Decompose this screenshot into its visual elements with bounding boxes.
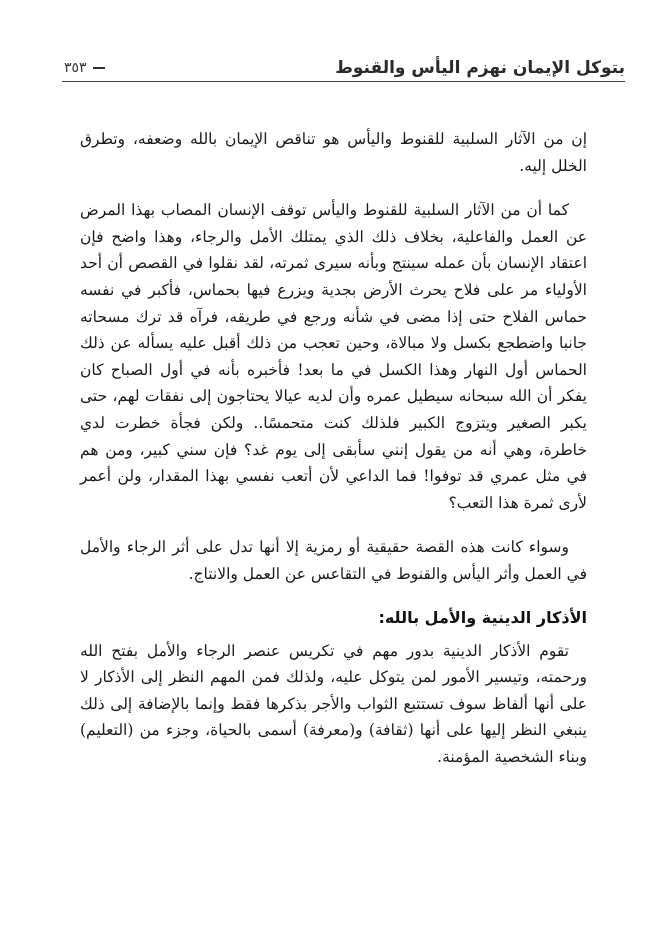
header-rule [62, 81, 625, 82]
running-header [62, 56, 625, 86]
section-heading: الأذكار الدينية والأمل بالله: [378, 607, 587, 627]
page-number-block [62, 58, 105, 78]
header-title: بتوكل الإيمان نهزم اليأس والقنوط [335, 58, 625, 78]
dash-ornament [93, 67, 105, 69]
paragraph-2: كما أن من الآثار السلبية للقنوط واليأس توقف الإنسان المصاب بهذا المرض عن العمل والفاعلية، بخلاف ذلك الذي يمتلك الأمل والرجاء، وهذا واضح فإن اعتقاد الإنسان بأن عمله سينتج وبأنه سيرى ثمرته، لقد نقلوا في القصص أن أحد الأولياء مر على فلاح يحرث الأرض بجدية ويزرع فيها بحماس، فأكبر في نفسه حماس الفلاح حتى إذا مضى في شأنه ورجع في طريقه، فرآه قد ترك مسحاته جانبا واضطجع بكسل ولا مبالاة، وحين تعجب من ذلك أقبل عليه يسأله عن ذلك الحماس أول النهار وهذا الكسل في ما بعد! فأخبره بأنه في أول الصباح كان يفكر أن الله سبحانه سيطيل عمره وأن لديه عيالا يحتاجون إلى نفقات لهم، حتى يكبر الصغير ويتزوج الكبير فلذلك كنت متحمسًا.. ولكن فجأة خطرت لدي خاطرة، وهي أنه من يقول إنني سأبقى إلى يوم غد؟ فإن سني كبير، ومن هم في مثل عمري قد توفوا! فما الداعي لأن أتعب نفسي بهذا المقدار، ولن أعمر لأرى ثمرة هذا التعب؟ [80, 201, 587, 512]
page-number: ٣٥٣ [64, 60, 87, 76]
page-body [80, 126, 587, 788]
section-paragraph: تقوم الأذكار الدينية بدور مهم في تكريس عنصر الرجاء والأمل بفتح الله ورحمته، وتيسير الأمور لمن يتوكل عليه، ولذلك فمن المهم النظر إلى الأذكار لا على أنها ألفاظ سوف تستتبع الثواب والأجر بذكرها فقط وإنما بالإضافة إلى ذلك ينبغي النظر إليها على أنها (ثقافة) و(معرفة) أسمى بالحياة، وجزء من (التعليم) وبناء الشخصية المؤمنة. [80, 641, 587, 766]
paragraph-3: وسواء كانت هذه القصة حقيقية أو رمزية إلا أنها تدل على أثر الرجاء والأمل في العمل وأثر اليأس والقنوط في التقاعس عن العمل والانتاج. [80, 538, 587, 583]
paragraph-1: إن من الآثار السلبية للقنوط واليأس هو تناقص الإيمان بالله وضعفه، وتطرق الخلل إليه. [80, 130, 587, 175]
